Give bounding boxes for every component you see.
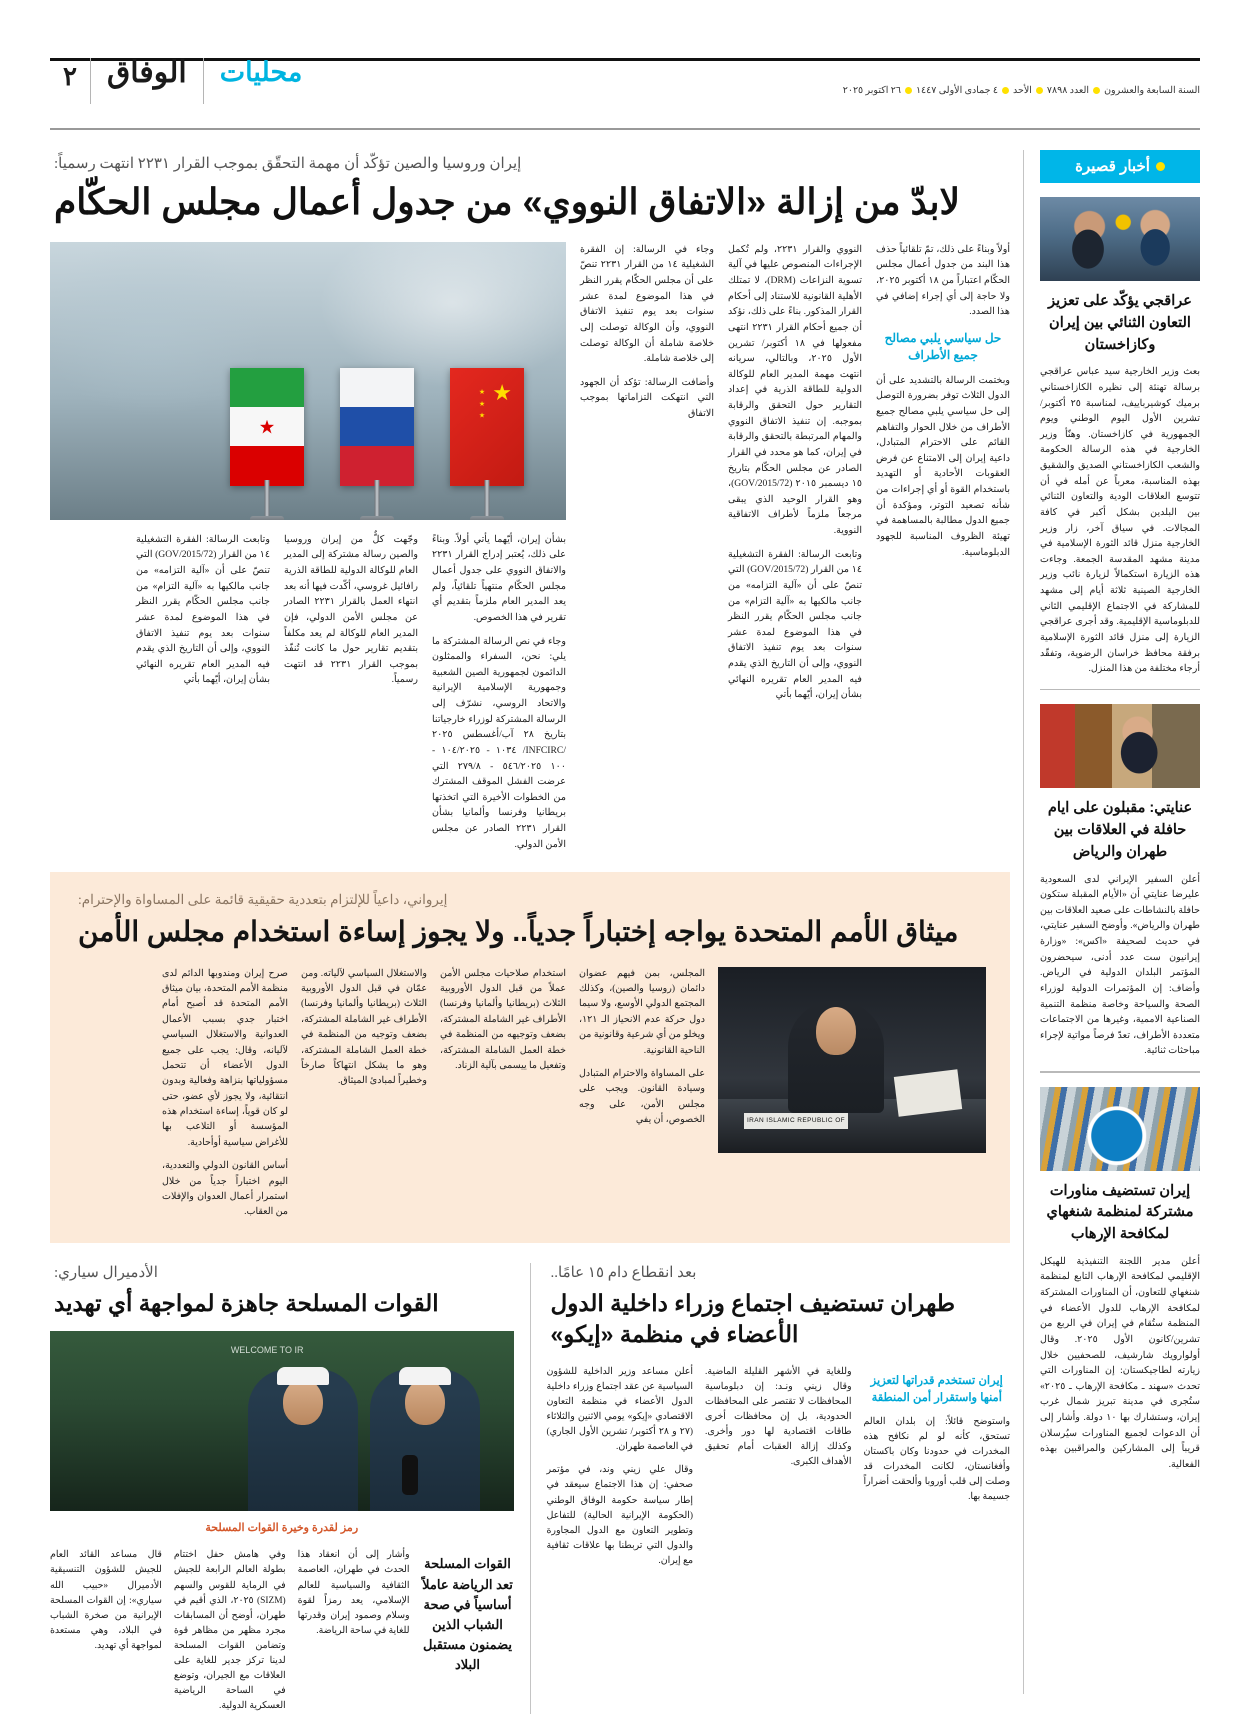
article3-column-1 xyxy=(864,1365,1011,1569)
article1-column-2 xyxy=(728,242,862,703)
masthead-meta-gregorian: ٢٦ اكتوبر ٢٠٢٥ xyxy=(842,85,901,96)
masthead-brand: الوفاق xyxy=(107,56,187,89)
paragraph: وبختمت الرسالة بالتشديد على أن الدول الثلاث توفر بضرورة التوصل إلى حل سياسي يلبي مصالح جميع الأطراف من خلال الحوار والتفاهم القائم على الاحترام المتبادل، داعية إيران إلى الامتناع عن فرض العقوبات الأحادية أو التهديد باستخدام القوة أو أي إجراءات من شأنه تصعيد التوتر، ومؤكدة أن جميع الدول مطالبة بالمساهمة في تهيئة الظروف المناسبة للجهود الدبلوماسية. xyxy=(876,374,1010,558)
sidebar-brief-item[interactable] xyxy=(1040,1087,1200,1473)
article4-pull-quote: القوات المسلحة تعد الرياضة عاملاً أساسياً في صحة الشباب الذين يضمنون مستقبل البلاد xyxy=(422,1556,513,1673)
article3-subhead: إيران تستخدم قدراتها لتعزيز أمنها واستقرار أمن المنطقة xyxy=(870,1375,1003,1404)
paragraph: وأشار إلى أن انعقاد هذا الحدث في طهران، العاصمة الثقافية والسياسية للعالم الإسلامي، يعد رمزاً لقوة وسلام وصمود إيران وقدرتها للغاية في ساحة الرياضة. xyxy=(297,1550,410,1636)
flag-base xyxy=(250,516,284,520)
paragraph: النووي والقرار ٢٢٣١، ولم تُكمل الإجراءات المنصوص عليها في آلية تسوية النزاعات (DRM)، لا تمتلك الأهلية القانونية للاستناد إلى أحكام القرار المذكور. بناءً على ذلك، نؤكد أن جميع أحكام القرار ٢٢٣١ انتهى مفعولها في ١٨ أكتوبر/ تشرين الأول ٢٠٢٥، وبالتالي، سريانه انتهت مهمة المدير العام للوكالة الدولية للطاقة الذرية في إعداد التقارير حول التحقق والرقابة بموجبه. إن تنفيذ الاتفاق النووي والمهام المرتبطة بالتحقق والرقابة في إيران، كما هو محدد في القرار الصادر عن مجلس الحكّام بتاريخ ١٥ ديسمبر ٢٠١٥ (GOV/2015/72)، وهو القرار الوحيد الذي يبقى مرجعاً ملزماً لأطراف الاتفاقية النووية. xyxy=(728,243,862,537)
sidebar-brief-title: عنايتي: مقبلون على ايام حافلة في العلاقات بين طهران والرياض xyxy=(1047,800,1193,860)
paragraph: المجلس، بمن فيهم عضوان دائمان (روسيا والصين)، وكذلك المجتمع الدولي الأوسع، ولا سيما دول حركة عدم الانحياز الـ ١٢١، ويخلو من أي شرعية وقانونية من الناحية القانونية. xyxy=(579,968,705,1056)
article1-column-6 xyxy=(136,532,270,853)
sidebar-divider xyxy=(1040,1071,1200,1073)
iravani-security-council-photo xyxy=(718,967,986,1153)
enayati-interview-photo xyxy=(1040,704,1200,788)
article-armed-forces xyxy=(50,1263,514,1714)
article4-headline[interactable]: القوات المسلحة جاهزة لمواجهة أي تهديد xyxy=(54,1289,439,1316)
china-russia-iran-flags-photo xyxy=(50,242,566,520)
article3-kicker: بعد انقطاع دام ١٥ عامًا.. xyxy=(550,1264,697,1281)
photo-document xyxy=(894,1069,962,1117)
microphone-icon xyxy=(402,1455,418,1495)
bullet-dot-icon xyxy=(1156,162,1165,171)
paragraph: أولاً وبناءً على ذلك، تمّ تلقائياً حذف هذا البند من جدول أعمال مجلس الحكّام اعتباراً من ١٨ أكتوبر ٢٠٢٥، ولا حاجة إلى أي إجراء إضافي في هذا الصدد. xyxy=(876,243,1010,318)
sidebar-divider xyxy=(1040,689,1200,691)
article3-column-3 xyxy=(547,1365,694,1569)
paragraph: أعلن مساعد وزير الداخلية للشؤون السياسية عن عقد اجتماع وزراء داخلية الدول الأعضاء في منظمة التعاون الاقتصادي «إيكو» يومي الاثنين والثلاثاء (٢٧ و ٢٨ أكتوبر/ تشرين الأول الجاري) في العاصمة طهران. xyxy=(546,1367,693,1453)
bullet-dot-icon xyxy=(1002,87,1009,94)
sidebar-brief-body: أعلن مدير اللجنة التنفيذية للهيكل الإقليمي لمكافحة الإرهاب التابع لمنظمة شنغهاي للتعاون، أن المناورات المشتركة لمكافحة الإرهاب للدول الأعضاء في المنظمة ستُقام في إيران في الربع من تشرين/كانون الأول ٢٠٢٥. وقال أولوارويك شارشيف، للصحفيين خلال زيارته لطاجيكستان: إن المناورات التي تحدث «سهند ـ مكافحة الإرهاب ـ ٢٠٢٥» ستُجرى في مدينة تبريز شمال غرب إيران، وستشارك بها ١٠ دولة. وأشار إلى أن الدعوات لجميع المناورات سيُرسلان قريباً إلى المشاركين والمراقبين بهذه الفعالية. xyxy=(1040,1255,1200,1470)
sidebar-brief-title: إيران تستضيف مناورات مشتركة لمنظمة شنغهاي لمكافحة الإرهاب xyxy=(1046,1182,1194,1242)
article-eco-meeting xyxy=(547,1263,1011,1714)
sco-flags-photo xyxy=(1040,1087,1200,1171)
article4-columns xyxy=(50,1548,514,1714)
masthead-meta-issue: العدد ٧٨٩٨ xyxy=(1046,85,1090,96)
sidebar-column-separator xyxy=(1023,150,1024,1694)
china-flag-icon xyxy=(450,368,524,486)
article4-column-1 xyxy=(298,1548,410,1714)
article3-columns xyxy=(547,1365,1011,1569)
masthead-divider xyxy=(90,58,91,104)
country-nameplate: IRAN ISLAMIC REPUBLIC OF xyxy=(744,1113,848,1129)
article1-body xyxy=(50,242,1010,853)
paragraph: أساس القانون الدولي والتعددية، اليوم اختباراً جدياً من خلال استمرار أعمال العدوان والإفلات من العقاب. xyxy=(162,1161,288,1218)
article-nuclear-deal xyxy=(50,154,1010,852)
article4-column-3 xyxy=(50,1548,162,1714)
araghchi-kazakh-photo xyxy=(1040,197,1200,281)
paragraph: وجاء في الرسالة: إن الفقرة الشغيلية ١٤ من القرار ٢٢٣١ تنصّ على أن مجلس الحكّام يقرر النظر في هذا الموضوع لمدة عشر سنوات بعد يوم تنفيذ الاتفاق النووي، وأن الوكالة توصلت إلى خلاصة شاملة أن الوكالة توصلت إلى خلاصة شاملة. xyxy=(580,243,714,365)
article1-column-1 xyxy=(876,242,1010,703)
paragraph: وفي هامش حفل اختتام بطولة العالم الرابعة للجيش في الرماية للقوس والسهم (SIZM) ٢٠٢٥، الذي أقيم في طهران، أوضح أن المسابقات مجرد مظهر من مظاهر قوة وتضامن القوات المسلحة لدينا تركز جدير للغاية على العلاقات مع الجيران، وتوضع في الساحة الرياضية العسكرية الدولية. xyxy=(173,1550,286,1711)
military-cap-icon xyxy=(277,1367,329,1385)
sidebar-short-news xyxy=(1040,150,1200,1694)
article1-left-columns xyxy=(580,242,1010,703)
bottom-column-separator xyxy=(530,1263,531,1714)
photo-speaker-figure xyxy=(788,1001,884,1113)
article1-subhead: حل سياسي يلبي مصالح جميع الأطراف xyxy=(884,330,1002,363)
paragraph: قال مساعد القائد العام للجيش للشؤون التنسيقية الأدميرال «حبيب الله سياري»: إن القوات المسلحة الإيرانية من صخرة الشباب في البلاد، وهي مستعدة لمواجهة أي تهديد. xyxy=(50,1550,162,1651)
sidebar-brief-title: عراقجي يؤكّد على تعزيز التعاون الثنائي بين إيران وكازاخستان xyxy=(1048,293,1192,353)
article4-caption: رمز لقدرة وخيرة القوات المسلحة xyxy=(205,1522,359,1535)
photo-face xyxy=(405,1379,445,1425)
paragraph: واستوضح قائلاً: إن بلدان العالم تستحق، كأنه لو لم نكافح هذه المخدرات في حدودنا وكان باكستان وأفغانستان، لكانت المخدرات قد وصلت إلى قلب أوروبا وألحقت أضراراً جسيمة بها. xyxy=(863,1416,1010,1502)
bullet-dot-icon xyxy=(905,87,912,94)
masthead-meta-day: الأحد xyxy=(1013,85,1032,96)
sidebar-banner xyxy=(1040,150,1200,183)
page-number: ٢ xyxy=(63,62,77,91)
masthead-divider xyxy=(203,58,204,104)
article3-column-2 xyxy=(705,1365,852,1569)
article1-kicker: إيران وروسيا والصين تؤكّد أن مهمة التحقّق بموجب القرار ٢٢٣١ انتهت رسمياً: xyxy=(54,156,522,172)
paragraph: وجاء في نص الرسالة المشتركة ما يلي: نحن، السفراء والممثلون الدائمون لجمهورية الصين الشعبية وجمهورية الإسلامية الإيرانية والاتحاد الروسي، نشرّف إلى الرسالة المشتركة لوزراء خارجياتنا بتاريخ ٢٨ آب/أغسطس ٢٠٢٥ /INFCIRC/ ١٠٣٤ - ١٠٤/٢٠٢٥ - ١٠٠ ٥٤٦/٢٠٢٥ - ٢٧٩/٨ التي عرضت الفشل الموقف المشترك من الخطوات الأخيرة التي اتخذتها بريطانيا وفرنسا وألمانيا بشأن القرار ٢٢٣١ الصادر عن مجلس الأمن الدولي. xyxy=(432,635,566,850)
flag-pole xyxy=(375,480,380,520)
masthead-meta xyxy=(843,48,1200,110)
photo-face xyxy=(283,1379,323,1425)
bullet-dot-icon xyxy=(1036,87,1043,94)
masthead xyxy=(50,48,1200,110)
sidebar-banner-label: أخبار قصيرة xyxy=(1075,158,1150,175)
military-cap-icon xyxy=(399,1367,451,1385)
article4-kicker: الأدميرال سياري: xyxy=(54,1264,158,1281)
paragraph: وللغاية في الأشهر القليلة الماضية. وقال زيني ونـد: إن دبلوماسية المحافظات لا تقتصر على المحافظات الحدودية، بل إن محافظات أخرى طاقات اقتصادية لها دور وأخرى. وكذلك إزالة العقبات أمام تحقيق الأهداف الكبرى. xyxy=(705,1367,852,1468)
masthead-spacer xyxy=(318,48,842,110)
sidebar-brief-item[interactable] xyxy=(1040,197,1200,690)
article1-column-4 xyxy=(432,532,566,853)
paragraph: استخدام صلاحيات مجلس الأمن عملاً من قبل الدول الأوروبية الثلاث (بريطانيا وألمانيا وفرنسا) الأطراف غير الشاملة المشتركة، بضعف وتوجيهه من المنظمة في خطة العمل الشاملة المشتركة، وتفعيل ما ييسمى بآلية الزناد. xyxy=(440,968,566,1071)
sidebar-brief-body: أعلن السفير الإيراني لدى السعودية عليرضا عنايتي أن «الأيام المقبلة ستكون حافلة بالنشاطات على صعيد العلاقات بين طهران والرياض». وأوضح السفير عنايتي، في حديث لصحيفة «اكس»: «وزارة إيرانيون ست عدد أدنى، سيحضرون المؤتمر البلدان الدولية في الرياض. وأضاف: إن المؤتمرات الدولية لوزراء الصحة والسياحة وخاصة منظمة التنمية الصناعية الاممية، وغيرها من الاجتماعات متعددة الأطراف، تعدّ فرصاً مواتية لإجراء مباحثات ثنائية. xyxy=(1040,873,1200,1057)
paragraph: صرح إيران ومندوبها الدائم لدى منظمة الأمم المتحدة، بيان ميثاق الأمم المتحدة قد أصبح أمام اختبار جدي بسبب الأعمال العدوانية والاستغلال السياسي لآليانه، وقال: يجب على جميع الدول الأعضاء أن تتحمل مسؤولياتها بنزاهة وفعالية وبدون انتقائية، ولا يجوز لأي عضو، حتى لو كان قوياً، إساءة استخدام هذه المؤسسة أو التلاعب بها للأغراض سياسية أوأحادية. xyxy=(162,968,288,1148)
article2-columns xyxy=(74,967,705,1221)
article1-column-5 xyxy=(284,532,418,853)
paragraph: وتابعت الرسالة: الفقرة التشغيلية ١٤ من القرار (GOV/2015/72) التي تنصّ على أن «آلية التزامه» من جانب مالكيها به «آلية التزام» من جانب مجلس الحكّام يقرر النظر في هذا الموضوع لمدة عشر سنوات بعد يوم تنفيذ الاتفاق النووي، وإلى أن التاريخ الذي يقدم فيه المدير العام تقريره النهائي بشأن إيران، أيّهما بأتي xyxy=(136,533,270,686)
sidebar-brief-item[interactable] xyxy=(1040,704,1200,1072)
paragraph: وتابعت الرسالة: الفقرة التشغيلية ١٤ من القرار (GOV/2015/72) التي تنصّ على أن «آلية التزامه» من جانب مالكيها به «آلية التزام» من جانب مجلس الحكّام يقرر النظر في هذا الموضوع لمدة عشر سنوات بعد يوم تنفيذ الاتفاق النووي، وإلى أن التاريخ الذي يقدم فيه المدير العام تقريره النهائي بشأن إيران، أيّهما بأتي xyxy=(728,548,862,701)
article2-kicker: إيرواني، داعياً للإلتزام بتعددية حقيقية قائمة على المساواة والإحترام: xyxy=(78,892,448,908)
article1-right-block xyxy=(50,242,566,853)
armed-forces-commanders-photo xyxy=(50,1331,514,1511)
article-un-charter xyxy=(50,872,1010,1242)
photo-banner-text: WELCOME TO IR xyxy=(230,1345,304,1356)
flag-pole xyxy=(485,480,490,520)
paragraph: وأضافت الرسالة: تؤكد أن الجهود التي انتهكت التزاماتها بموجب الاتفاق xyxy=(580,376,714,420)
photo-officer-figure xyxy=(370,1369,480,1511)
article4-column-2 xyxy=(174,1548,286,1714)
paragraph: والاستغلال السياسي لآلياته. ومن عمّان في قبل الدول الأوروبية الثلاث (بريطانيا وألمانيا وفرنسا) الأطراف غير الشاملة المشتركة، بضعف وتوجيه من المنظمة في خطة العمل الشاملة المشتركة، وهو ما يشكل انتهاكاً صارخاً وخطيراً لمبادئ الميثاق. xyxy=(301,968,427,1087)
main-content xyxy=(50,150,1010,1714)
article2-column-4 xyxy=(162,967,288,1221)
masthead-rule-bottom xyxy=(50,128,1200,130)
flag-pole xyxy=(265,480,270,520)
article2-column-3 xyxy=(301,967,427,1221)
photo-face xyxy=(816,1007,856,1055)
sidebar-brief-body: بعث وزير الخارجية سيد عباس عراقجي برسالة تهنئة إلى نظيره الكازاخستاني برمیك كوشیرباییف، لمناسبة ٢٥ أكتوبر/تشرين الأول اليوم الوطني ويوم الجمهورية في كازاخستان. وهنّأ وزير الخارجية في هذه الرسالة الحكومة والشعب الكازاخستاني الصديق والشقيق بهذه المناسبة، معرباً عن أمله في أن تتوسع العلاقات الودية والتعاون الثنائي بين البلدين بشكل أكبر في كافة المجالات. في سياق آخر، زار وزير الخارجية منزل قائد الثورة الإسلامية في مدينة مشهد المقدسة الجمعة. وجاءت هذه الزيارة استكمالاً لزيارة نائب وزير الخارجية الصينية ثلاثة أيام إلى مشهد للمشاركة في الاجتماع الإقليمي الثاني للدبلوماسية الإقليمية. وقد أجرى عراقجي الزيارة إلى منزل قائد الثورة الإسلامية برفقة محافظ خراسان الرضوية، وتفقّد أرجاء مختلفة من هذا المنزل. xyxy=(1040,366,1200,675)
paragraph: وقال علي زيني وند، في مؤتمر صحفي: إن هذا الاجتماع سيعقد في إطار سياسة حكومة الوفاق الوطني (الحكومة الإيرانية الحالية) للتفاعل وتطوير التعاون مع الدول المجاورة والدول التي تربطنا بها علاقات ثقافية مع إيران. xyxy=(546,1465,693,1566)
russia-flag-icon xyxy=(340,368,414,486)
bullet-dot-icon xyxy=(1093,87,1100,94)
masthead-meta-hijri: ٤ جمادى الأولى ١٤٤٧ xyxy=(915,85,998,96)
article2-column-1 xyxy=(579,967,705,1221)
article2-headline[interactable]: ميثاق الأمم المتحدة يواجه إختباراً جدياً.. ولا يجوز إساءة استخدام مجلس الأمن xyxy=(78,916,959,948)
article3-headline[interactable]: طهران تستضيف اجتماع وزراء داخلية الدول الأعضاء في منظمة «إيكو» xyxy=(550,1289,956,1348)
article2-column-2 xyxy=(440,967,566,1221)
paragraph: على المساواة والاحترام المتبادل وسيادة القانون. ويجب على مجلس الأمن، على وجه الخصوص، أن يفي xyxy=(579,1068,705,1126)
article1-headline[interactable]: لابدّ من إزالة «الاتفاق النووي» من جدول أعمال مجلس الحكّام xyxy=(54,181,960,222)
flag-base xyxy=(470,516,504,520)
paragraph: وجّهت كلٌّ من إيران وروسيا والصين رسالة مشتركة إلى المدير العام للوكالة الدولية للطاقة الذرية رافائيل غروسي، أكّدت فيها أنه بعد انتهاء العمل بالقرار ٢٢٣١ الصادر عن مجلس الأمن الدولي، فإن المدير العام للوكالة لم يعد مكلفاً بتقديم تقارير حول ما كانت تُنفّذ بموجب القرار ٢٢٣١ قد انتهت رسمياً. xyxy=(284,533,418,686)
flag-base xyxy=(360,516,394,520)
paragraph: بشأن إيران، أيّهما يأتي أولاً. وبناءً على ذلك، يُعتبر إدراج القرار ٢٢٣١ والاتفاق النووي على جدول أعمال مجلس الحكّام منتهياً تلقائياً، ولم يعد المدير العام ملزماً بتقديم أي تقرير في هذا الخصوص. xyxy=(432,533,566,623)
bottom-articles-row xyxy=(50,1263,1010,1714)
article1-column-3 xyxy=(580,242,714,703)
article2-body xyxy=(74,967,986,1221)
masthead-meta-year: السنة السابعة والعشرون xyxy=(1104,85,1200,96)
masthead-section[interactable]: محليات xyxy=(219,57,303,87)
iran-flag-icon xyxy=(230,368,304,486)
photo-officer-figure xyxy=(248,1369,358,1511)
article1-right-columns xyxy=(50,532,566,853)
